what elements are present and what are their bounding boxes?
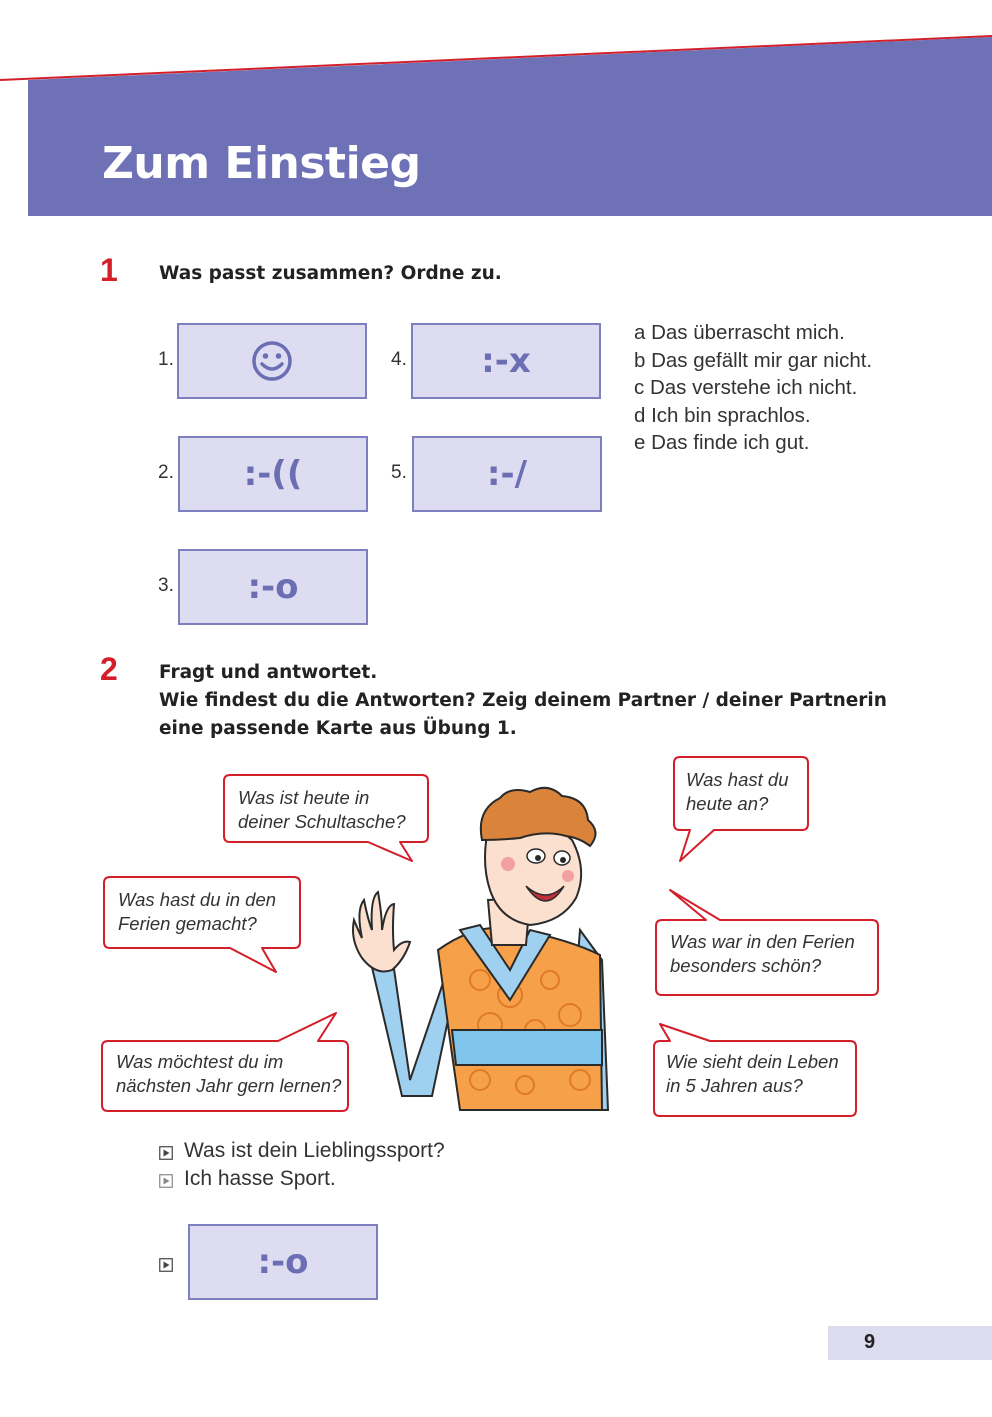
emoticon-text: :-o <box>247 567 299 607</box>
emoticon-card-4[interactable] <box>411 323 601 399</box>
boy-illustration <box>340 780 630 1120</box>
exercise-1-instruction: Was passt zusammen? Ordne zu. <box>159 263 502 284</box>
answer-a: a Das überrascht mich. <box>634 321 845 344</box>
bubble-line: Was hast du in den <box>118 889 277 910</box>
dialogue-question: Was ist dein Lieblingssport? <box>184 1139 445 1162</box>
emoticon-text: :-o <box>257 1242 309 1282</box>
instruction-line: Wie findest du die Antworten? Zeig deinem Partner / deiner Partnerin <box>159 690 887 711</box>
emoticon-text: :-/ <box>486 454 528 494</box>
dialogue-answer: Ich hasse Sport. <box>184 1167 336 1190</box>
bubble-2-text <box>118 888 276 936</box>
instruction-line: eine passende Karte aus Übung 1. <box>159 718 517 739</box>
page-number: 9 <box>864 1331 876 1353</box>
bubble-line: in 5 Jahren aus? <box>666 1075 803 1096</box>
bubble-line: deiner Schultasche? <box>238 811 406 832</box>
bubble-6-text <box>666 1050 839 1098</box>
bubble-line: nächsten Jahr gern lernen? <box>116 1075 342 1096</box>
answer-list <box>634 319 872 457</box>
exercise-2-instruction <box>159 659 887 743</box>
page-title: Zum Einstieg <box>102 138 421 189</box>
instruction-line: Fragt und antwortet. <box>159 662 378 683</box>
card-number: 2. <box>158 462 174 483</box>
page-number-box <box>828 1326 992 1360</box>
exercise-2-number: 2 <box>100 651 118 687</box>
header-band <box>28 80 992 216</box>
emoticon-card-1[interactable] <box>177 323 367 399</box>
emoticon-card-3[interactable] <box>178 549 368 625</box>
card-number: 3. <box>158 575 174 596</box>
bubble-line: Was möchtest du im <box>116 1051 284 1072</box>
emoticon-text: :-(( <box>243 454 303 494</box>
card-number: 1. <box>158 349 174 370</box>
emoticon-text: :-x <box>481 341 531 381</box>
answer-d: d Ich bin sprachlos. <box>634 403 811 427</box>
answer-e: e Das finde ich gut. <box>634 431 810 454</box>
smiley-icon <box>250 339 294 383</box>
bubble-line: Wie sieht dein Leben <box>666 1051 839 1072</box>
exercise-1-number: 1 <box>100 252 118 288</box>
emoticon-card-5[interactable] <box>412 436 602 512</box>
bubble-line: Was ist heute in <box>238 787 370 808</box>
bubble-line: heute an? <box>686 793 769 814</box>
play-icon[interactable] <box>159 1174 173 1188</box>
play-icon[interactable] <box>159 1258 173 1272</box>
bubble-line: Ferien gemacht? <box>118 913 257 934</box>
answer-emoticon-card[interactable] <box>188 1224 378 1300</box>
bubble-line: Was hast du <box>686 769 789 790</box>
card-number: 4. <box>391 349 407 370</box>
play-icon[interactable] <box>159 1146 173 1160</box>
answer-b: b Das gefällt mir gar nicht. <box>634 348 873 372</box>
card-number: 5. <box>391 462 407 483</box>
bubble-3-text <box>116 1050 341 1098</box>
bubble-5-text <box>670 930 855 978</box>
bubble-line: besonders schön? <box>670 955 822 976</box>
emoticon-card-2[interactable] <box>178 436 368 512</box>
bubble-4-text <box>686 768 789 816</box>
answer-c: c Das verstehe ich nicht. <box>634 376 858 399</box>
bubble-line: Was war in den Ferien <box>670 931 855 952</box>
